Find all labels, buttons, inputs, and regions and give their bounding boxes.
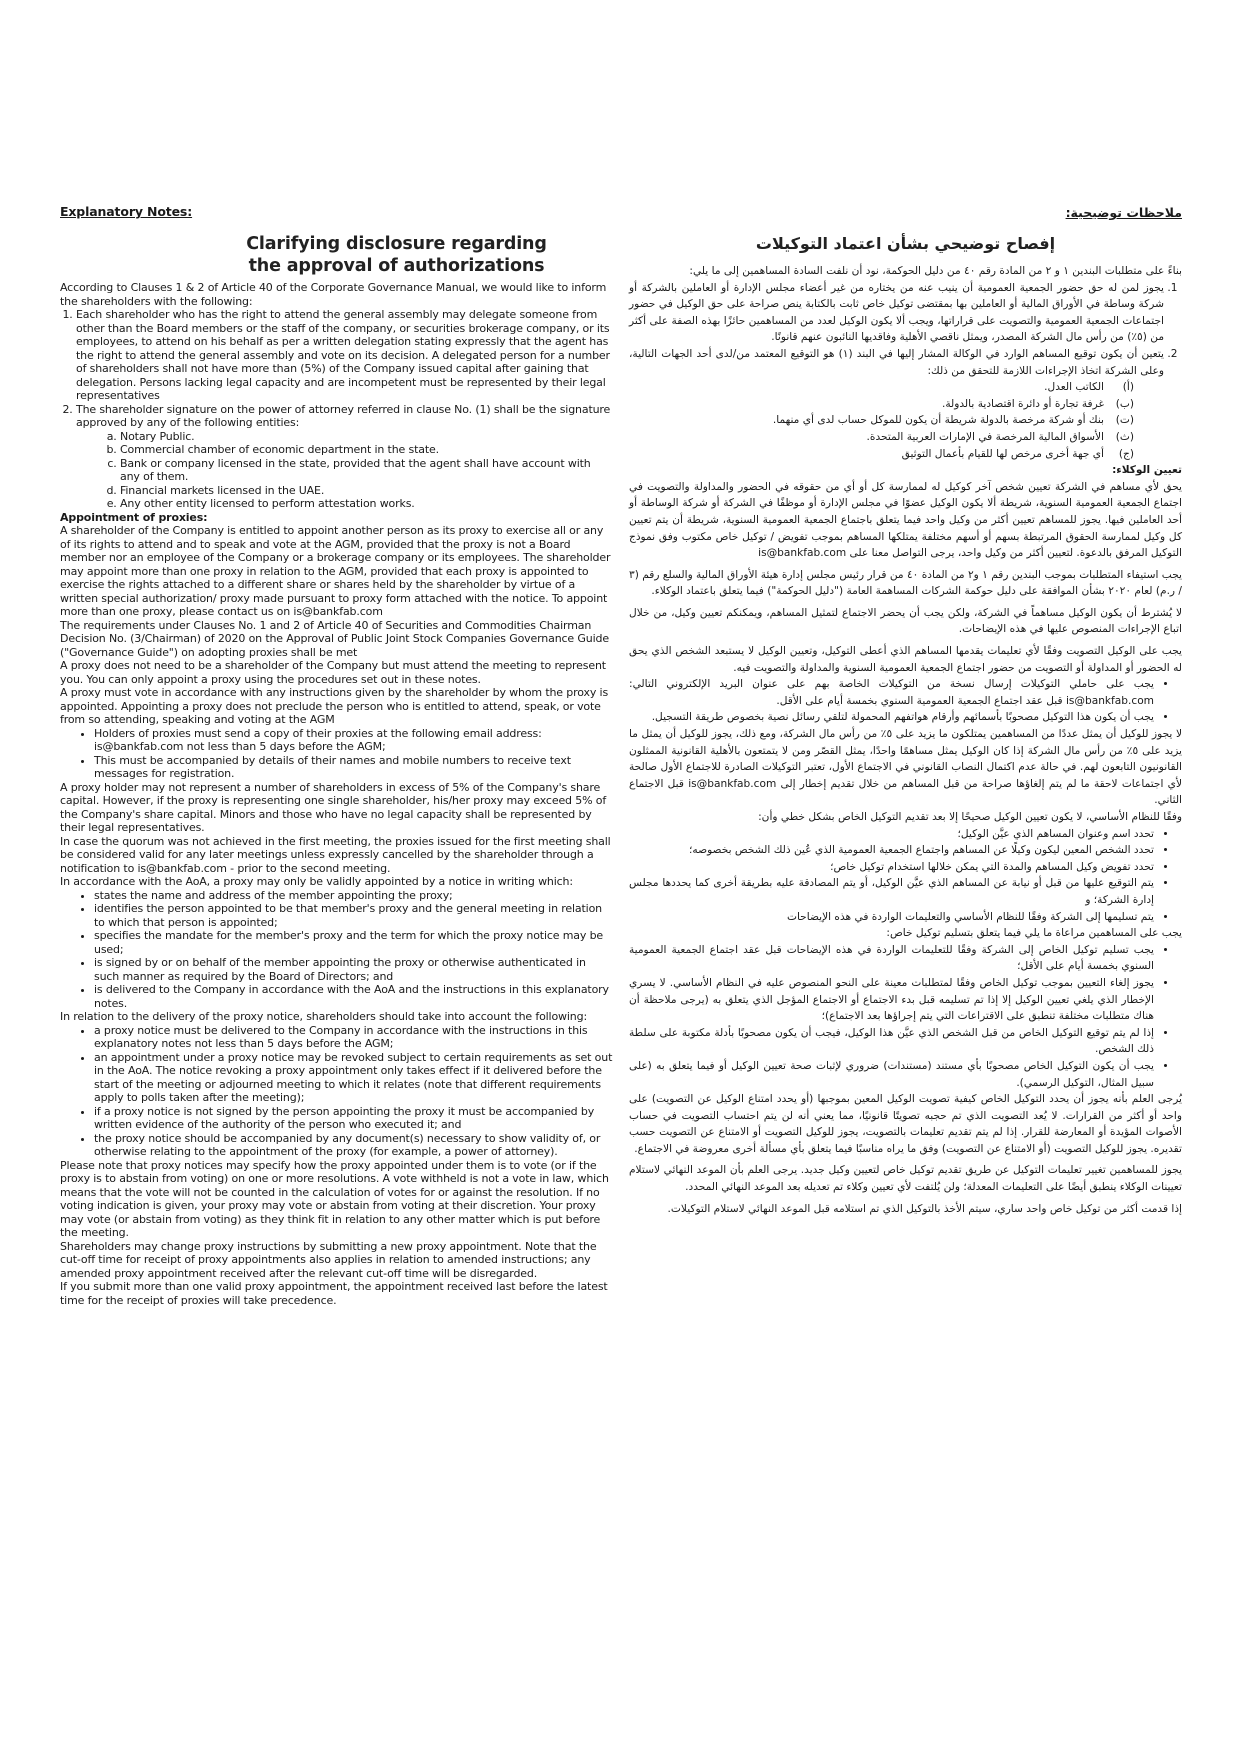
list-item: • يجوز إلغاء التعيين بموجب توكيل الخاص وفقًا لمتطلبات معينة على النحو المنصوص عليه في النظام الأساسي. لا يسري الإخطار الذي يلغي تعيين الوكيل إلا إذا تم تسليمه قبل بدء الاجتماع أو الاجتماع المؤجل الذي يتعلق به (يرجى ملاحظة أن هناك متطلبات مختلفة تنطبق على الاقتراعات التي يتم إجراؤها بعد الاجتماع)؛ (629, 975, 1154, 1025)
paragraph: A proxy holder may not represent a number of shareholders in excess of 5% of the Company's share capital. However, if the proxy is representing one single shareholder, his/her proxy may exceed 5% of the Company's share capital. Minors and those who have no legal capacity shall be represented by their legal representatives. (60, 780, 607, 834)
list-item: • Holders of proxies must send a copy of their proxies at the following email address: is@bankfab.com not less than 5 days before the AGM; (94, 727, 613, 754)
list-item (629, 346, 1164, 462)
paragraph: إذا قدمت أكثر من توكيل خاص واحد ساري، سيتم الأخذ بالتوكيل الذي تم استلامه قبل الموعد النهائي لاستلام التوكيلات. (667, 1202, 1182, 1215)
paragraph: In relation to the delivery of the proxy notice, shareholders should take into account the following: (60, 1010, 588, 1023)
entity-list (76, 430, 613, 511)
list-item: • is signed by or on behalf of the member appointing the proxy or otherwise authenticated in such manner as required by the Board of Directors; and (94, 956, 613, 983)
paragraph: In accordance with the AoA, a proxy may only be validly appointed by a notice in writing which: (60, 875, 573, 888)
bullet-list (60, 727, 613, 781)
paragraph: Shareholders may change proxy instructions by submitting a new proxy appointment. Note that the cut-off time for receipt of proxy appointments also applies in relation to amended instructions; any amended proxy appointment received after the relevant cut-off time will be disregarded. (60, 1239, 597, 1280)
paragraph: لا يجوز للوكيل أن يمثل عددًا من المساهمين يمتلكون ما يزيد على ٥٪ من رأس مال الشركة، ومع ذلك، يجوز للوكيل أن يمثل ما يزيد على ٥٪ من رأس مال الشركة إذا كان الوكيل يمثل مساهمًا واحدًا، يمثل القصّر ومن لا يتمتعون بالأهلية القانونية الممثلون القانونيون التابعون لهم. في حالة عدم اكتمال النصاب القانوني في الاجتماع الأول، تعتبر التوكيلات الصادرة للاجتماع الأول صالحة لأي اجتماعات لاحقة ما لم يتم إلغاؤها صراحة من قبل المساهم من خلال تقديم إخطار إلى is@bankfab.com قبل الاجتماع الثاني. (629, 728, 1182, 807)
intro-paragraph: According to Clauses 1 & 2 of Article 40 of the Corporate Governance Manual, we would like to inform the shareholders with the following: (60, 281, 607, 308)
paragraph: وفقًا للنظام الأساسي، لا يكون تعيين الوكيل صحيحًا إلا بعد تقديم التوكيل الخاص بشكل خطي وأن: (758, 811, 1182, 823)
paragraph: A proxy must vote in accordance with any instructions given by the shareholder by whom the proxy is appointed. Appointing a proxy does not preclude the person who is entitled to attend, speak, or vote from so attending, speaking and voting at the AGM (60, 686, 609, 726)
list-item: • states the name and address of the member appointing the proxy; (94, 889, 613, 903)
numbered-list (60, 308, 613, 511)
numbered-list (629, 280, 1182, 463)
list-item: c. Bank or company licensed in the state, provided that the agent shall have account with any of them. (120, 457, 613, 484)
list-item (629, 446, 1134, 463)
list-label: (ب) (1115, 397, 1134, 410)
list-item-text: يتعين أن يكون توقيع المساهم الوارد في الوكالة المشار إليها في البند (١) هو التوقيع المعتمد من/لدى أحد الجهات التالية، وعلى الشركة اتخاذ الإجراءات اللازمة للتحقق من ذلك: (629, 347, 1164, 377)
bullet-list (629, 942, 1182, 1091)
bullet-list (60, 1024, 613, 1159)
paragraph: The requirements under Clauses No. 1 and 2 of Article 40 of Securities and Commodities Chairman Decision No. (3/Chairman) of 2020 on the Approval of Public Joint Stock Companies Governance Guide ("Governance Guide") on adopting proxies shall be met (60, 618, 609, 659)
page-title: إفصاح توضيحي بشأن اعتماد التوكيلات (755, 234, 1056, 253)
list-item-text: بنك أو شركة مرخصة بالدولة شريطة أن يكون للموكل حساب لدى أي منهما. (772, 414, 1104, 427)
bullet-list (629, 676, 1182, 726)
section-heading: Appointment of proxies: (60, 510, 208, 524)
list-item: • identifies the person appointed to be that member's proxy and the general meeting in relation to which that person is appointed; (94, 902, 613, 929)
list-item: • the proxy notice should be accompanied by any document(s) necessary to show validity of, or otherwise relating to the appointment of the proxy (for example, a power of attorney). (94, 1132, 613, 1159)
paragraph: يُرجى العلم بأنه يجوز أن يحدد التوكيل الخاص كيفية تصويت الوكيل المعين بموجبها (أو يحدد امتناع الوكيل عن التصويت) على واحد أو أكثر من القرارات. لا يُعد التصويت الذي تم حجبه تصويتًا قانونيًا، مما يعني أنه لن يتم احتساب التصويت في حساب الأصوات المؤيدة أو المعارضة للقرار. إذا لم يتم تقديم تعليمات بالتصويت، يجوز للوكيل التصويت أو الامتناع عن التصويت حسب تقديره. يجوز للوكيل التصويت (أو الامتناع عن التصويت) وفق ما يراه مناسبًا فيما يتعلق بأي مسألة أخرى معروضة في الاجتماع. (629, 1093, 1182, 1155)
paragraph: In case the quorum was not achieved in the first meeting, the proxies issued for the first meeting shall be considered valid for any later meetings unless expressly cancelled by the shareholder through a notification to is@bankfab.com - prior to the second meeting. (60, 834, 611, 875)
paragraph: Please note that proxy notices may specify how the proxy appointed under them is to vote (or if the proxy is to abstain from voting) on one or more resolutions. A vote withheld is not a vote in law, which means that the vote will not be counted in the calculation of votes for or against the resolution. If no voting indication is given, your proxy may vote or abstain from voting at their discretion. Your proxy may vote (or abstain from voting) as they think fit in relation to any other matter which is put before the meeting. (60, 1158, 609, 1239)
list-item (629, 429, 1134, 446)
list-item-text: The shareholder signature on the power of attorney referred in clause No. (1) shall be the signature approved by any of the following entities: (76, 402, 611, 429)
paragraph: يجب على الوكيل التصويت وفقًا لأي تعليمات يقدمها المساهم الذي أعطى التوكيل، وتعيين الوكيل لا يستبعد الشخص الذي يحق له الحضور أو المداولة أو التصويت من حضور اجتماع الجمعية العمومية السنوية والمداولة والتصويت فيه. (629, 645, 1182, 674)
list-item: 1. يجوز لمن له حق حضور الجمعية العمومية أن ينيب عنه من يختاره من غير أعضاء مجلس الإدارة أو العاملين بالشركة أو شركة وساطة في الأوراق المالية أو العاملين بها بمقتضى توكيل خاص ثابت بالكتابة ينص صراحة على حق الوكيل في حضور اجتماعات الجمعية العمومية والتصويت على قراراتها، ويجب ألا يكون الوكيل لعدد من المساهمين حائزًا بهذه الصفة على أكثر من (٥٪) من رأس مال الشركة المصدر، ويمثل ناقصي الأهلية وفاقديها النائبون عنهم قانونًا. (629, 280, 1164, 346)
title-line: the approval of authorizations (248, 256, 545, 276)
arabic-column (629, 205, 1182, 1217)
paragraph: لا يُشترط أن يكون الوكيل مساهماً في الشركة، ولكن يجب أن يحضر الاجتماع لتمثيل المساهم، ويمكنكم تعيين وكيل، من خلال اتباع الإجراءات المنصوص عليها في هذه الإيضاحات. (629, 606, 1182, 636)
paragraph: A proxy does not need to be a shareholder of the Company but must attend the meeting to represent you. You can only appoint a proxy using the procedures set out in these notes. (60, 659, 606, 686)
list-item-text: الكاتب العدل. (1044, 381, 1104, 394)
list-item: • is delivered to the Company in accordance with the AoA and the instructions in this explanatory notes. (94, 983, 613, 1010)
english-column (60, 205, 613, 1307)
list-item-text: الأسواق المالية المرخصة في الإمارات العربية المتحدة. (866, 430, 1104, 443)
list-item: d. Financial markets licensed in the UAE. (120, 484, 613, 498)
list-item-text: غرفة تجارة أو دائرة اقتصادية بالدولة. (941, 397, 1104, 410)
list-label: (أ) (1122, 381, 1134, 394)
list-item: • specifies the mandate for the member's proxy and the term for which the proxy notice may be used; (94, 929, 613, 956)
paragraph: A shareholder of the Company is entitled to appoint another person as its proxy to exercise all or any of its rights to attend and to speak and vote at the AGM, provided that the proxy is not a Board member nor an employee of the Company or a brokerage company or its employees. The shareholder may appoint more than one proxy in relation to the AGM, provided that each proxy is appointed to exercise the rights attached to a different share or shares held by the shareholder by virtue of a written special authorization/ proxy made pursuant to proxy form attached with the notice. To appoint more than one proxy, please contact us on is@bankfab.com (60, 524, 611, 618)
list-item: 1. Each shareholder who has the right to attend the general assembly may delegate someone from other than the Board members or the staff of the company, or securities brokerage company, or its employees, to attend on his behalf as per a written delegation stating expressly that the agent has the right to attend the general assembly and vote on its decision. A delegated person for a number of shareholders shall not have more than (5%) of the Company issued capital after gaining that delegation. Persons lacking legal capacity and are incompetent must be represented by their legal representatives (76, 308, 613, 403)
list-item: • تحدد اسم وعنوان المساهم الذي عيَّن الوكيل؛ (629, 826, 1154, 843)
section-heading: تعيين الوكلاء: (1112, 464, 1182, 477)
list-item: • يتم التوقيع عليها من قبل أو نيابة عن المساهم الذي عيَّن الوكيل، أو يتم المصادقة عليه بطريقة أخرى كما يحددها مجلس إدارة الشركة؛ و (629, 875, 1154, 908)
list-item: • a proxy notice must be delivered to the Company in accordance with the instructions in this explanatory notes not less than 5 days before the AGM; (94, 1024, 613, 1051)
list-item: • يجب تسليم توكيل الخاص إلى الشركة وفقًا للتعليمات الواردة في هذه الإيضاحات قبل عقد اجتماع الجمعية العمومية السنوي بخمسة أيام على الأقل؛ (629, 942, 1154, 975)
list-item: • يجب على حاملي التوكيلات إرسال نسخة من التوكيلات الخاصة بهم على عنوان البريد الإلكتروني التالي: is@bankfab.com قبل عقد اجتماع الجمعية العمومية السنوي بخمسة أيام على الأقل. (629, 676, 1154, 709)
list-item (629, 396, 1134, 413)
list-item: e. Any other entity licensed to perform attestation works. (120, 497, 613, 511)
list-item: • يجب أن يكون هذا التوكيل مصحوبًا بأسمائهم وأرقام هواتفهم المحمولة لتلقي رسائل نصية بخصوص طريقة التسجيل. (629, 709, 1154, 726)
list-item: • if a proxy notice is not signed by the person appointing the proxy it must be accompanied by written evidence of the authority of the person who executed it; and (94, 1105, 613, 1132)
list-item: • an appointment under a proxy notice may be revoked subject to certain requirements as set out in the AoA. The notice revoking a proxy appointment only takes effect if it delivered before the start of the meeting or adjourned meeting to which it relates (note that different requirements apply to polls taken after the meeting); (94, 1051, 613, 1105)
list-item: • إذا لم يتم توقيع التوكيل الخاص من قبل الشخص الذي عيَّن هذا الوكيل، فيجب أن يكون مصحوبًا بأدلة مكتوبة على سلطة ذلك الشخص. (629, 1025, 1154, 1058)
paragraph: يجب استيفاء المتطلبات بموجب البندين رقم ١ و٢ من المادة ٤٠ من قرار رئيس مجلس إدارة هيئة الأوراق المالية والسلع رقم (٣ / ر.م) لعام ٢٠٢٠ بشأن الموافقة على دليل حوكمة الشركات المساهمة العامة ("دليل الحوكمة") فيما يتعلق باعتماد الوكلاء. (629, 568, 1182, 598)
list-item (76, 403, 613, 511)
paragraph: If you submit more than one valid proxy appointment, the appointment received last before the latest time for the receipt of proxies will take precedence. (60, 1280, 608, 1307)
paragraph: يجب على المساهمين مراعاة ما يلي فيما يتعلق بتسليم توكيل خاص: (886, 927, 1182, 940)
list-item: • يجب أن يكون التوكيل الخاص مصحوبًا بأي مستند (مستندات) ضروري لإثبات صحة تعيين الوكيل أو فيما يتعلق به (على سبيل المثال، التوكيل الرسمي). (629, 1058, 1154, 1091)
list-label: (ج) (1118, 447, 1134, 460)
page-title (60, 233, 613, 277)
list-item: • يتم تسليمها إلى الشركة وفقًا للنظام الأساسي والتعليمات الواردة في هذه الإيضاحات (629, 909, 1154, 926)
list-label: (ث) (1115, 430, 1134, 443)
list-item: • This must be accompanied by details of their names and mobile numbers to receive text messages for registration. (94, 754, 613, 781)
list-item: b. Commercial chamber of economic department in the state. (120, 443, 613, 457)
entity-list (629, 379, 1164, 462)
section-label: ملاحظات توضيحية: (1065, 205, 1182, 220)
title-line: Clarifying disclosure regarding (246, 234, 547, 254)
list-item: • تحدد الشخص المعين ليكون وكيلًا عن المساهم واجتماع الجمعية العمومية الذي عُين ذلك الشخص بخصوصه؛ (629, 842, 1154, 859)
list-item: • تحدد تفويض وكيل المساهم والمدة التي يمكن خلالها استخدام توكيل خاص؛ (629, 859, 1154, 876)
section-label: Explanatory Notes: (60, 204, 193, 219)
paragraph: يحق لأي مساهم في الشركة تعيين شخص آخر كوكيل له لممارسة كل أو أي من حقوقه في الحضور والمداولة والتصويت في اجتماع الجمعية العمومية السنوية، شريطة ألا يكون الوكيل عضوًا في مجلس الإدارة أو موظفًا في الشركة أو شركة الوساطة أو أحد العاملين فيها. يجوز للمساهم تعيين أكثر من وكيل واحد فيما يتعلق باجتماع الجمعية العمومية السنوية، شريطة أن يتم تعيين كل وكيل لممارسة الحقوق المرتبطة بسهم أو أسهم مختلفة يمتلكها المساهم بموجب تفويض / توكيل خاص مكتوب وفق نموذج التوكيل المرفق بالدعوة. لتعيين أكثر من وكيل واحد، يرجى التواصل معنا على is@bankfab.com (629, 480, 1182, 560)
bullet-list (629, 826, 1182, 926)
list-item-text: أي جهة أخرى مرخص لها للقيام بأعمال التوثيق (901, 447, 1104, 460)
list-item (629, 379, 1134, 396)
intro-paragraph: بناءً على متطلبات البندين ١ و ٢ من المادة رقم ٤٠ من دليل الحوكمة، نود أن نلفت السادة المساهمين إلى ما يلي: (689, 265, 1182, 277)
list-item: a. Notary Public. (120, 430, 613, 444)
list-item (629, 412, 1134, 429)
list-label: (ت) (1115, 414, 1134, 427)
paragraph: يجوز للمساهمين تغيير تعليمات التوكيل عن طريق تقديم توكيل خاص لتعيين وكيل جديد. يرجى العلم بأن الموعد النهائي لاستلام تعيينات الوكلاء ينطبق أيضًا على التعليمات المعدلة؛ ولن يُلتفت لأي تعيين وكلاء تم تعديله بعد الموعد النهائي المحدد. (629, 1164, 1182, 1194)
bullet-list (60, 889, 613, 1011)
